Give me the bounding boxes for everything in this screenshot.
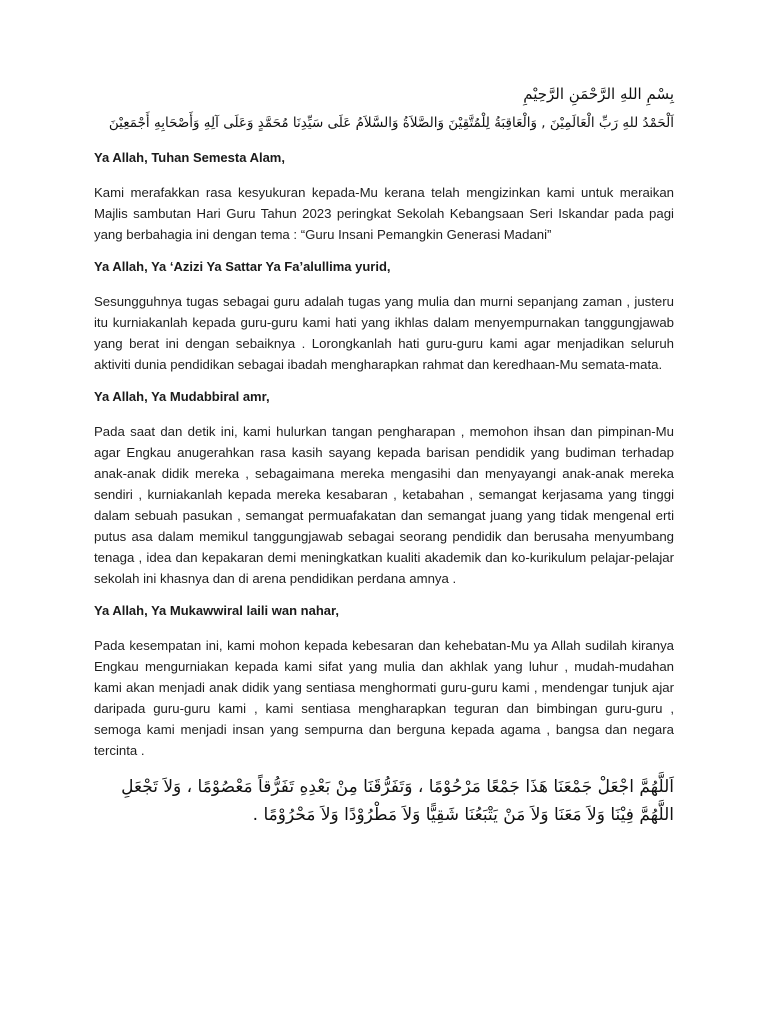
section-heading-1: Ya Allah, Tuhan Semesta Alam, <box>94 150 285 165</box>
section-paragraph-4: Pada kesempatan ini, kami mohon kepada kebesaran dan kehebatan-Mu ya Allah sudilah kiranya Engkau mengurniakan kepada kami sifat yang mulia dan akhlak yang luhur , mudah-mudahan kami akan menjadi anak didik yang sentiasa menghormati guru-guru kami , mendengar tunjuk ajar daripada guru-guru kami , kami sentiasa mengharapkan teguran dan bimbingan guru-guru , semoga kami menjadi insan yang sempurna dan berguna kepada agama , bangsa dan negara tercinta . <box>94 638 674 758</box>
section-paragraph-3: Pada saat dan detik ini, kami hulurkan tangan pengharapan , memohon ihsan dan pimpinan-Mu agar Engkau anugerahkan rasa kasih sayang kepada barisan pendidik yang budiman terhadap anak-anak didik mereka , sebagaimana mereka mengasihi dan menyayangi anak-anak mereka sendiri , kurniakanlah kepada mereka kesabaran , ketabahan , semangat kerjasama yang tinggi dalam sebuah pasukan , semangat permuafakatan dan semangat juang yang tidak mengenal erti putus asa dalam memikul tanggungjawab sebagai seorang pendidik dan berusaha menyumbang tenaga , idea dan kepakaran demi meningkatkan kualiti akademik dan ko-kurikulum pelajar-pelajar sekolah ini khasnya dan di arena pendidikan perdana amnya . <box>94 424 674 586</box>
opening-praise-line: اَلْحَمْدُ للهِ رَبِّ الْعَالَمِيْنَ , وَالْعَاقِبَةُ لِلْمُتَّقِيْنَ وَالصَّلاَةُ وَالسَّلاَمُ عَلَى سَيِّدِنَا مُحَمَّدٍ وَعَلَى آلِهِ وَأَصْحَابِهِ أَجْمَعِيْنَ <box>108 115 674 131</box>
section-paragraph-1: Kami merafakkan rasa kesyukuran kepada-Mu kerana telah mengizinkan kami untuk meraikan Majlis sambutan Hari Guru Tahun 2023 peringkat Sekolah Kebangsaan Seri Iskandar pada pagi yang berbahagia ini dengan tema : “Guru Insani Pemangkin Generasi Madani” <box>94 185 674 242</box>
section-heading-2: Ya Allah, Ya ‘Azizi Ya Sattar Ya Fa’alullima yurid, <box>94 259 391 274</box>
section-heading-4: Ya Allah, Ya Mukawwiral laili wan nahar, <box>94 603 339 618</box>
document-page <box>94 82 674 846</box>
closing-prayer: اَللَّهُمَّ اجْعَلْ جَمْعَنَا هَذَا جَمْعًا مَرْحُوْمًا ، وَتَفَرُّقَنَا مِنْ بَعْدِهِ تَفَرُّقاً مَعْصُوْمًا ، وَلاَ تَجْعَلِ اللَّهُمَّ فِيْنَا وَلاَ مَعَنَا وَلاَ مَنْ يَتْبَعُنَا شَقِيًّا وَلاَ مَطْرُوْدًا وَلاَ مَحْرُوْمًا . <box>121 777 674 825</box>
section-paragraph-2: Sesungguhnya tugas sebagai guru adalah tugas yang mulia dan murni sepanjang zaman , justeru itu kurniakanlah kepada guru-guru kami hati yang ikhlas dalam menyempurnakan tanggungjawab yang berat ini dengan sebaiknya . Lorongkanlah hati guru-guru kami agar menjadikan seluruh aktiviti dunia pendidikan sebagai ibadah mengharapkan rahmat dan keredhaan-Mu semata-mata. <box>94 294 674 372</box>
basmala-line: بِسْمِ اللهِ الرَّحْمَنِ الرَّحِيْمِ <box>523 85 674 103</box>
section-heading-3: Ya Allah, Ya Mudabbiral amr, <box>94 389 270 404</box>
